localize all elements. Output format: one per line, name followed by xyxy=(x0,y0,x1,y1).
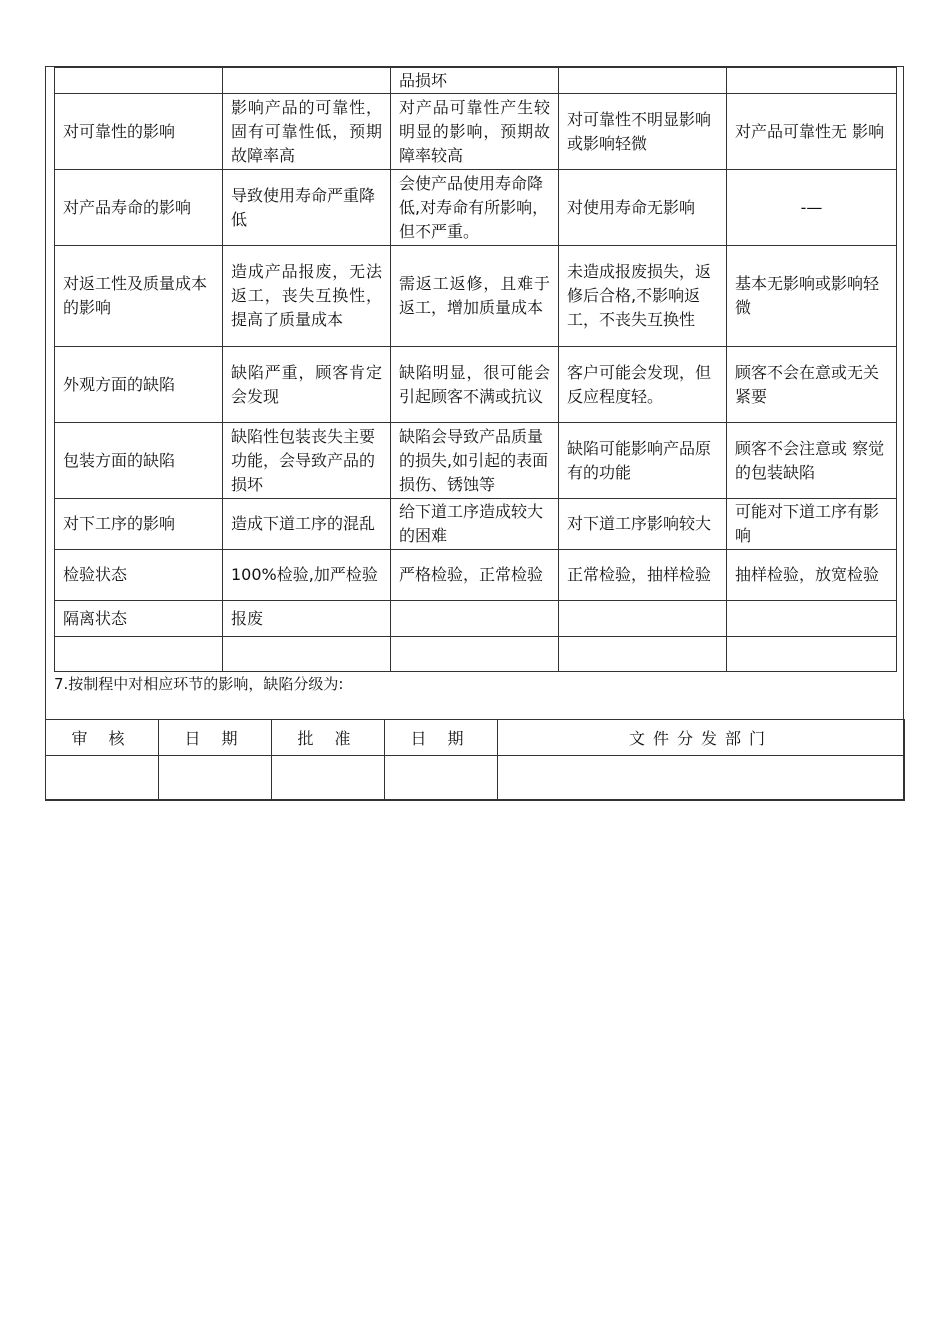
table-cell: 对下道工序影响较大 xyxy=(559,499,727,550)
table-cell xyxy=(55,68,223,94)
table-cell xyxy=(55,637,223,672)
signature-value-row xyxy=(46,756,905,801)
review-date-header: 日 期 xyxy=(159,720,272,756)
signature-table xyxy=(45,719,905,801)
table-cell xyxy=(559,637,727,672)
table-row xyxy=(55,499,897,550)
table-cell: 报废 xyxy=(223,601,391,637)
row-header: 隔离状态 xyxy=(55,601,223,637)
table-cell: 造成下道工序的混乱 xyxy=(223,499,391,550)
table-row xyxy=(55,637,897,672)
table-row xyxy=(55,601,897,637)
table-row xyxy=(55,68,897,94)
row-header: 对产品寿命的影响 xyxy=(55,170,223,246)
table-cell: 对产品可靠性无 影响 xyxy=(727,94,897,170)
approval-date-field[interactable] xyxy=(385,756,498,801)
table-cell: 导致使用寿命严重降低 xyxy=(223,170,391,246)
table-cell: 会使产品使用寿命降低,对寿命有所影响，但不严重。 xyxy=(391,170,559,246)
table-cell: 顾客不会在意或无关紧要 xyxy=(727,347,897,423)
classification-note: 7.按制程中对相应环节的影响，缺陷分级为: xyxy=(54,675,344,693)
review-date-field[interactable] xyxy=(159,756,272,801)
table-cell: 可能对下道工序有影响 xyxy=(727,499,897,550)
table-cell: -— xyxy=(727,170,897,246)
row-header: 对返工性及质量成本的影响 xyxy=(55,246,223,347)
distribution-dept-field[interactable] xyxy=(498,756,905,801)
defect-classification-table xyxy=(54,67,897,672)
table-cell xyxy=(391,601,559,637)
table-row xyxy=(55,246,897,347)
table-cell xyxy=(727,68,897,94)
table-cell xyxy=(727,601,897,637)
table-row xyxy=(55,170,897,246)
table-cell: 缺陷严重，顾客肯定会发现 xyxy=(223,347,391,423)
table-cell: 给下道工序造成较大的困难 xyxy=(391,499,559,550)
row-header: 包装方面的缺陷 xyxy=(55,423,223,499)
approver-header: 批 准 xyxy=(272,720,385,756)
table-cell: 对产品可靠性产生较明显的影响，预期故障率较高 xyxy=(391,94,559,170)
table-cell: 缺陷明显，很可能会引起顾客不满或抗议 xyxy=(391,347,559,423)
distribution-dept-header: 文件分发部门 xyxy=(498,720,905,756)
table-cell: 影响产品的可靠性，固有可靠性低，预期故障率高 xyxy=(223,94,391,170)
table-cell: 未造成报废损失，返修后合格,不影响返工，不丧失互换性 xyxy=(559,246,727,347)
reviewer-header: 审 核 xyxy=(46,720,159,756)
reviewer-field[interactable] xyxy=(46,756,159,801)
table-cell: 正常检验，抽样检验 xyxy=(559,550,727,601)
table-cell xyxy=(559,601,727,637)
table-cell: 缺陷性包装丧失主要功能，会导致产品的损坏 xyxy=(223,423,391,499)
table-cell xyxy=(391,637,559,672)
table-cell xyxy=(727,637,897,672)
table-cell: 严格检验，正常检验 xyxy=(391,550,559,601)
table-cell: 基本无影响或影响轻微 xyxy=(727,246,897,347)
table-cell: 对可靠性不明显影响或影响轻微 xyxy=(559,94,727,170)
table-cell: 缺陷可能影响产品原有的功能 xyxy=(559,423,727,499)
table-cell: 缺陷会导致产品质量的损失,如引起的表面损伤、锈蚀等 xyxy=(391,423,559,499)
table-cell: 100%检验,加严检验 xyxy=(223,550,391,601)
approval-date-header: 日 期 xyxy=(385,720,498,756)
table-cell xyxy=(223,637,391,672)
table-cell xyxy=(559,68,727,94)
table-cell: 需返工返修，且难于返工，增加质量成本 xyxy=(391,246,559,347)
row-header: 对可靠性的影响 xyxy=(55,94,223,170)
table-cell: 造成产品报废，无法返工，丧失互换性，提高了质量成本 xyxy=(223,246,391,347)
table-cell: 品损坏 xyxy=(391,68,559,94)
table-row xyxy=(55,550,897,601)
approver-field[interactable] xyxy=(272,756,385,801)
row-header: 检验状态 xyxy=(55,550,223,601)
table-cell xyxy=(223,68,391,94)
row-header: 外观方面的缺陷 xyxy=(55,347,223,423)
row-header: 对下工序的影响 xyxy=(55,499,223,550)
signature-header-row xyxy=(46,720,905,756)
table-cell: 客户可能会发现，但反应程度轻。 xyxy=(559,347,727,423)
table-cell: 顾客不会注意或 察觉的包装缺陷 xyxy=(727,423,897,499)
table-cell: 抽样检验，放宽检验 xyxy=(727,550,897,601)
table-row xyxy=(55,94,897,170)
table-row xyxy=(55,423,897,499)
table-cell: 对使用寿命无影响 xyxy=(559,170,727,246)
table-row xyxy=(55,347,897,423)
